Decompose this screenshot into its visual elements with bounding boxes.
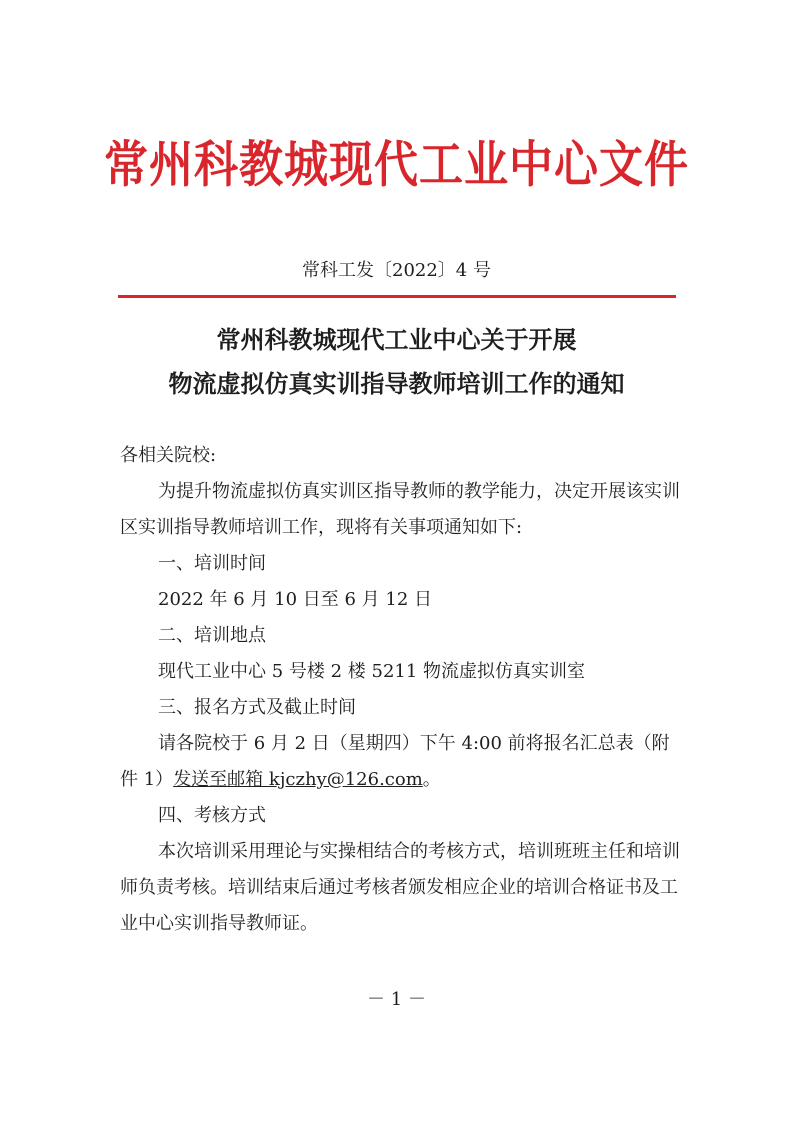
document-number: 常科工发〔2022〕4 号 [302, 260, 491, 281]
section-heading-registration: 三、报名方式及截止时间 [158, 697, 356, 718]
section-heading-assessment: 四、考核方式 [158, 805, 266, 826]
section-heading-time: 一、培训时间 [158, 553, 266, 574]
registration-suffix: 。 [422, 769, 441, 790]
notice-body [120, 438, 680, 942]
notice-title-line-2: 物流虚拟仿真实训指导教师培训工作的通知 [168, 370, 625, 398]
page-number: － 1 － [367, 989, 426, 1010]
notice-title-line-1: 常州科教城现代工业中心关于开展 [216, 326, 577, 354]
registration-text: 请各院校于 6 月 2 日（星期四）下午 4:00 前将报名汇总表（附件 1） [120, 733, 670, 790]
section-content-registration [120, 726, 680, 798]
section-content-location: 现代工业中心 5 号楼 2 楼 5211 物流虚拟仿真实训室 [158, 661, 586, 682]
section-content-assessment: 本次培训采用理论与实操相结合的考核方式，培训班班主任和培训师负责考核。培训结束后通过考核者颁发相应企业的培训合格证书及工业中心实训指导教师证。 [120, 841, 680, 934]
intro-paragraph: 为提升物流虚拟仿真实训区指导教师的教学能力，决定开展该实训区实训指导教师培训工作，现将有关事项通知如下: [120, 481, 680, 538]
email-link[interactable]: 发送至邮箱 kjczhy@126.com [173, 769, 423, 790]
salutation: 各相关院校: [120, 445, 217, 466]
document-header-title: 常州科教城现代工业中心文件 [104, 136, 689, 194]
notice-title [0, 318, 793, 406]
header-divider [118, 295, 676, 298]
section-heading-location: 二、培训地点 [158, 625, 266, 646]
section-content-time: 2022 年 6 月 10 日至 6 月 12 日 [158, 589, 433, 610]
